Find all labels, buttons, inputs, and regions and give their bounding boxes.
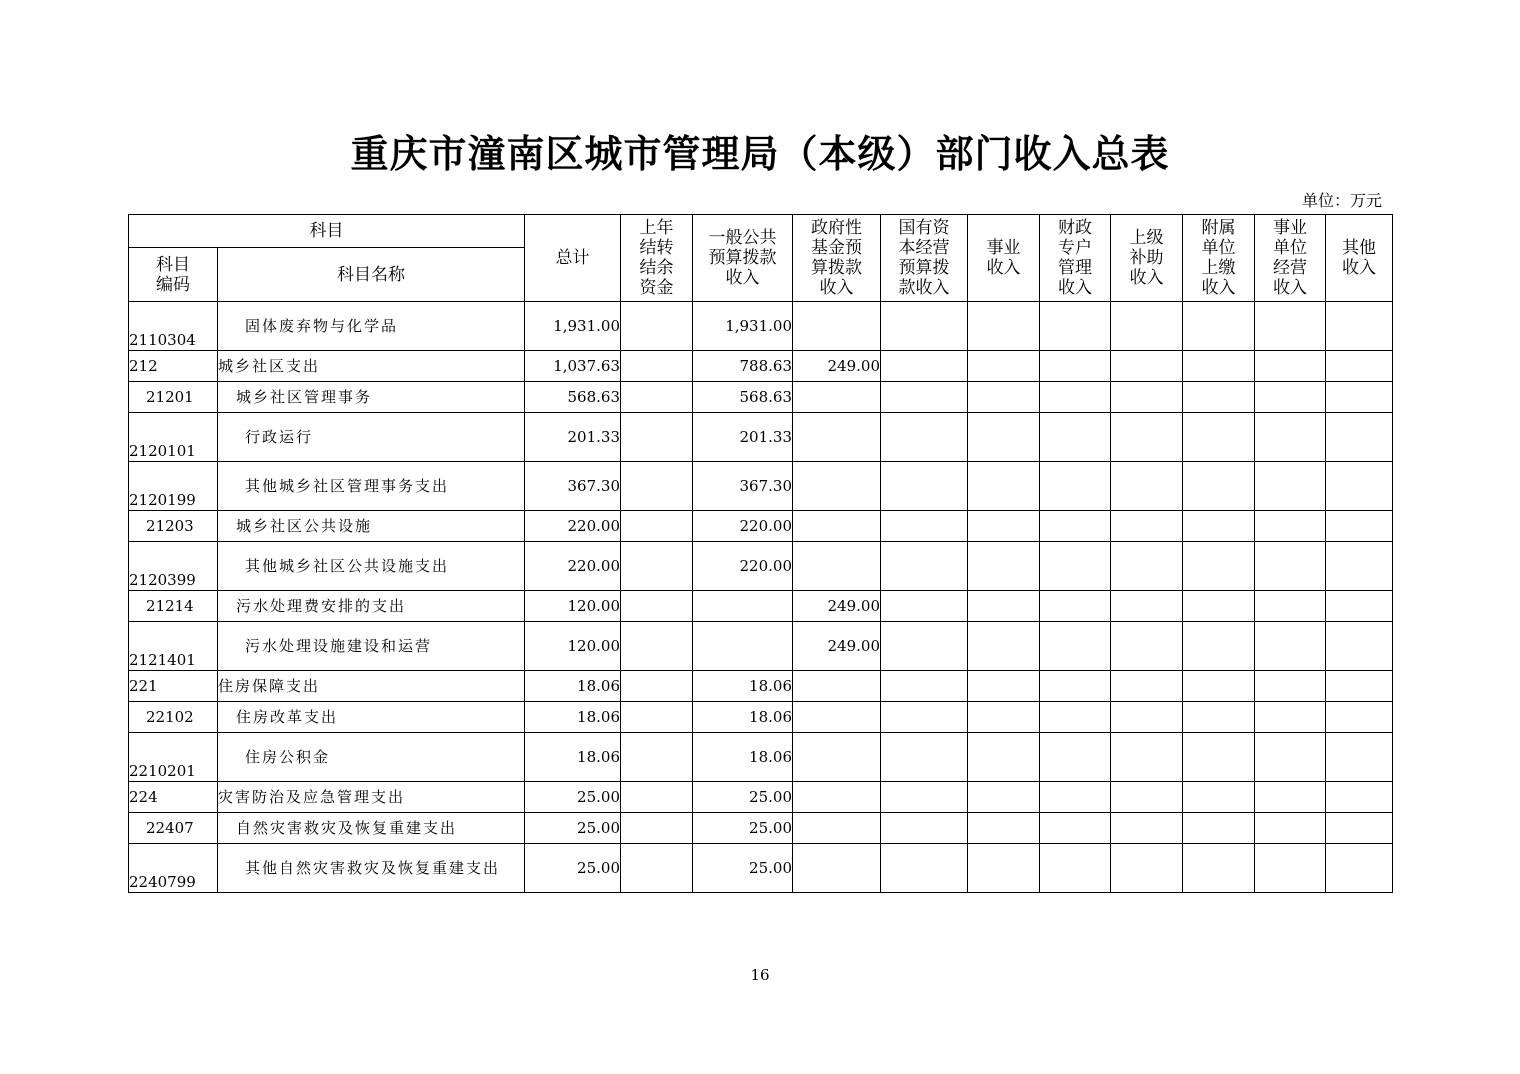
row-empty-cell xyxy=(1111,671,1183,702)
row-code: 2120101 xyxy=(129,413,218,462)
row-general-budget: 220.00 xyxy=(693,511,793,542)
row-empty-cell xyxy=(968,622,1040,671)
row-code: 2121401 xyxy=(129,622,218,671)
page-number: 16 xyxy=(750,966,770,984)
table-row xyxy=(129,622,1393,671)
row-total: 220.00 xyxy=(525,511,621,542)
row-empty-cell xyxy=(1111,413,1183,462)
row-empty-cell xyxy=(881,733,968,782)
table-row xyxy=(129,413,1393,462)
row-empty-cell xyxy=(1183,844,1255,893)
row-name: 行政运行 xyxy=(218,413,525,462)
row-gov-fund xyxy=(793,382,881,413)
row-empty-cell xyxy=(1111,702,1183,733)
table-row xyxy=(129,671,1393,702)
row-empty-cell xyxy=(881,542,968,591)
row-empty-cell xyxy=(1183,382,1255,413)
header-gov-fund: 政府性 基金预 算拨款 收入 xyxy=(793,215,881,302)
row-empty-cell xyxy=(1040,591,1111,622)
row-name: 住房改革支出 xyxy=(218,702,525,733)
row-code: 221 xyxy=(129,671,218,702)
row-total: 201.33 xyxy=(525,413,621,462)
row-empty-cell xyxy=(1040,622,1111,671)
row-code: 21203 xyxy=(129,511,218,542)
header-carryover: 上年 结转 结余 资金 xyxy=(621,215,693,302)
row-code: 21214 xyxy=(129,591,218,622)
table-row xyxy=(129,351,1393,382)
row-name: 其他自然灾害救灾及恢复重建支出 xyxy=(218,844,525,893)
row-gov-fund xyxy=(793,302,881,351)
row-total: 18.06 xyxy=(525,671,621,702)
row-carryover xyxy=(621,813,693,844)
row-empty-cell xyxy=(1255,844,1326,893)
row-empty-cell xyxy=(881,462,968,511)
row-empty-cell xyxy=(1111,542,1183,591)
row-name: 污水处理费安排的支出 xyxy=(218,591,525,622)
page-title: 重庆市潼南区城市管理局（本级）部门收入总表 xyxy=(350,132,1170,176)
row-empty-cell xyxy=(1183,622,1255,671)
row-name: 自然灾害救灾及恢复重建支出 xyxy=(218,813,525,844)
row-empty-cell xyxy=(1255,542,1326,591)
row-general-budget: 220.00 xyxy=(693,542,793,591)
row-empty-cell xyxy=(968,351,1040,382)
row-code: 21201 xyxy=(129,382,218,413)
row-general-budget: 25.00 xyxy=(693,782,793,813)
row-name: 城乡社区管理事务 xyxy=(218,382,525,413)
row-empty-cell xyxy=(968,511,1040,542)
row-gov-fund xyxy=(793,782,881,813)
row-empty-cell xyxy=(1183,462,1255,511)
row-empty-cell xyxy=(1326,782,1393,813)
row-gov-fund: 249.00 xyxy=(793,591,881,622)
row-carryover xyxy=(621,462,693,511)
header-affiliated: 附属 单位 上缴 收入 xyxy=(1183,215,1255,302)
row-total: 25.00 xyxy=(525,844,621,893)
row-empty-cell xyxy=(881,782,968,813)
row-empty-cell xyxy=(968,813,1040,844)
table-row xyxy=(129,591,1393,622)
row-carryover xyxy=(621,382,693,413)
header-row-1 xyxy=(129,215,1393,248)
row-code: 2120199 xyxy=(129,462,218,511)
row-empty-cell xyxy=(1040,671,1111,702)
row-empty-cell xyxy=(968,542,1040,591)
row-name: 住房公积金 xyxy=(218,733,525,782)
row-empty-cell xyxy=(1111,351,1183,382)
row-name: 城乡社区支出 xyxy=(218,351,525,382)
row-empty-cell xyxy=(1111,844,1183,893)
row-total: 18.06 xyxy=(525,733,621,782)
row-total: 568.63 xyxy=(525,382,621,413)
row-general-budget: 18.06 xyxy=(693,733,793,782)
row-total: 220.00 xyxy=(525,542,621,591)
row-empty-cell xyxy=(1040,511,1111,542)
table-row xyxy=(129,733,1393,782)
row-code: 2240799 xyxy=(129,844,218,893)
row-empty-cell xyxy=(968,702,1040,733)
row-empty-cell xyxy=(968,671,1040,702)
row-general-budget: 25.00 xyxy=(693,813,793,844)
row-empty-cell xyxy=(1183,302,1255,351)
row-code: 2120399 xyxy=(129,542,218,591)
row-carryover xyxy=(621,542,693,591)
row-empty-cell xyxy=(968,302,1040,351)
row-empty-cell xyxy=(881,702,968,733)
row-empty-cell xyxy=(1255,382,1326,413)
row-empty-cell xyxy=(1255,413,1326,462)
row-empty-cell xyxy=(881,591,968,622)
row-empty-cell xyxy=(881,511,968,542)
row-empty-cell xyxy=(1040,844,1111,893)
row-carryover xyxy=(621,591,693,622)
row-general-budget: 201.33 xyxy=(693,413,793,462)
table-row xyxy=(129,382,1393,413)
row-carryover xyxy=(621,702,693,733)
row-total: 18.06 xyxy=(525,702,621,733)
row-gov-fund: 249.00 xyxy=(793,622,881,671)
row-empty-cell xyxy=(1255,813,1326,844)
row-carryover xyxy=(621,622,693,671)
row-empty-cell xyxy=(1255,591,1326,622)
row-empty-cell xyxy=(1326,671,1393,702)
row-total: 25.00 xyxy=(525,813,621,844)
row-carryover xyxy=(621,413,693,462)
header-state-capital: 国有资 本经营 预算拨 款收入 xyxy=(881,215,968,302)
row-empty-cell xyxy=(968,462,1040,511)
table-body xyxy=(129,302,1393,893)
row-general-budget: 18.06 xyxy=(693,671,793,702)
row-empty-cell xyxy=(1040,382,1111,413)
header-general-budget: 一般公共 预算拨款 收入 xyxy=(693,215,793,302)
row-general-budget xyxy=(693,591,793,622)
row-empty-cell xyxy=(1040,733,1111,782)
unit-label: 单位：万元 xyxy=(1301,191,1382,210)
row-gov-fund: 249.00 xyxy=(793,351,881,382)
row-total: 120.00 xyxy=(525,591,621,622)
table-row xyxy=(129,542,1393,591)
row-carryover xyxy=(621,844,693,893)
row-empty-cell xyxy=(1183,782,1255,813)
row-total: 120.00 xyxy=(525,622,621,671)
row-name: 污水处理设施建设和运营 xyxy=(218,622,525,671)
row-empty-cell xyxy=(881,813,968,844)
row-total: 1,037.63 xyxy=(525,351,621,382)
row-empty-cell xyxy=(1326,702,1393,733)
header-total: 总计 xyxy=(525,215,621,302)
row-code: 224 xyxy=(129,782,218,813)
row-gov-fund xyxy=(793,462,881,511)
row-empty-cell xyxy=(1326,511,1393,542)
row-carryover xyxy=(621,782,693,813)
row-gov-fund xyxy=(793,702,881,733)
row-empty-cell xyxy=(1326,591,1393,622)
row-empty-cell xyxy=(1326,351,1393,382)
row-general-budget: 788.63 xyxy=(693,351,793,382)
row-gov-fund xyxy=(793,413,881,462)
row-empty-cell xyxy=(881,844,968,893)
row-empty-cell xyxy=(1326,542,1393,591)
income-table xyxy=(128,214,1393,893)
row-carryover xyxy=(621,511,693,542)
row-empty-cell xyxy=(1111,733,1183,782)
row-empty-cell xyxy=(968,782,1040,813)
row-empty-cell xyxy=(1183,702,1255,733)
row-empty-cell xyxy=(1183,813,1255,844)
row-name: 其他城乡社区公共设施支出 xyxy=(218,542,525,591)
row-empty-cell xyxy=(1255,622,1326,671)
header-operating: 事业 单位 经营 收入 xyxy=(1255,215,1326,302)
row-empty-cell xyxy=(1111,511,1183,542)
row-empty-cell xyxy=(1183,542,1255,591)
row-empty-cell xyxy=(1040,702,1111,733)
table-row xyxy=(129,813,1393,844)
row-code: 22407 xyxy=(129,813,218,844)
row-empty-cell xyxy=(1326,302,1393,351)
row-empty-cell xyxy=(968,382,1040,413)
table-row xyxy=(129,302,1393,351)
row-empty-cell xyxy=(968,591,1040,622)
row-gov-fund xyxy=(793,813,881,844)
row-empty-cell xyxy=(881,671,968,702)
row-empty-cell xyxy=(881,351,968,382)
row-empty-cell xyxy=(1326,413,1393,462)
row-total: 25.00 xyxy=(525,782,621,813)
row-empty-cell xyxy=(1111,462,1183,511)
row-empty-cell xyxy=(881,622,968,671)
row-empty-cell xyxy=(1326,462,1393,511)
row-empty-cell xyxy=(1040,413,1111,462)
row-carryover xyxy=(621,302,693,351)
row-empty-cell xyxy=(881,413,968,462)
table-row xyxy=(129,782,1393,813)
row-empty-cell xyxy=(1326,733,1393,782)
row-empty-cell xyxy=(1255,782,1326,813)
row-general-budget: 18.06 xyxy=(693,702,793,733)
row-empty-cell xyxy=(881,382,968,413)
row-empty-cell xyxy=(1111,382,1183,413)
row-empty-cell xyxy=(1183,351,1255,382)
row-empty-cell xyxy=(1255,351,1326,382)
row-gov-fund xyxy=(793,671,881,702)
row-empty-cell xyxy=(968,733,1040,782)
row-name: 灾害防治及应急管理支出 xyxy=(218,782,525,813)
row-empty-cell xyxy=(1111,591,1183,622)
row-code: 2110304 xyxy=(129,302,218,351)
row-empty-cell xyxy=(1326,622,1393,671)
row-empty-cell xyxy=(1183,511,1255,542)
row-empty-cell xyxy=(1183,671,1255,702)
row-code: 22102 xyxy=(129,702,218,733)
row-gov-fund xyxy=(793,844,881,893)
row-gov-fund xyxy=(793,733,881,782)
row-empty-cell xyxy=(1326,813,1393,844)
row-empty-cell xyxy=(1255,511,1326,542)
row-empty-cell xyxy=(968,844,1040,893)
row-carryover xyxy=(621,351,693,382)
row-empty-cell xyxy=(1326,844,1393,893)
table-row xyxy=(129,511,1393,542)
row-empty-cell xyxy=(968,413,1040,462)
header-business: 事业 收入 xyxy=(968,215,1040,302)
row-carryover xyxy=(621,671,693,702)
row-empty-cell xyxy=(1111,622,1183,671)
row-general-budget: 1,931.00 xyxy=(693,302,793,351)
header-special-account: 财政 专户 管理 收入 xyxy=(1040,215,1111,302)
row-empty-cell xyxy=(1255,702,1326,733)
row-carryover xyxy=(621,733,693,782)
row-empty-cell xyxy=(1040,782,1111,813)
row-name: 其他城乡社区管理事务支出 xyxy=(218,462,525,511)
row-code: 2210201 xyxy=(129,733,218,782)
row-empty-cell xyxy=(1326,382,1393,413)
header-subject: 科目 xyxy=(129,215,525,248)
row-gov-fund xyxy=(793,511,881,542)
table-row xyxy=(129,844,1393,893)
row-name: 固体废弃物与化学品 xyxy=(218,302,525,351)
row-total: 1,931.00 xyxy=(525,302,621,351)
row-name: 住房保障支出 xyxy=(218,671,525,702)
row-name: 城乡社区公共设施 xyxy=(218,511,525,542)
row-empty-cell xyxy=(1255,462,1326,511)
row-empty-cell xyxy=(1040,462,1111,511)
header-superior-subsidy: 上级 补助 收入 xyxy=(1111,215,1183,302)
row-empty-cell xyxy=(1255,302,1326,351)
row-empty-cell xyxy=(1040,542,1111,591)
row-empty-cell xyxy=(1040,351,1111,382)
row-empty-cell xyxy=(1040,302,1111,351)
table-row xyxy=(129,702,1393,733)
row-general-budget: 25.00 xyxy=(693,844,793,893)
row-gov-fund xyxy=(793,542,881,591)
header-code: 科目 编码 xyxy=(129,248,218,302)
row-empty-cell xyxy=(1111,782,1183,813)
row-code: 212 xyxy=(129,351,218,382)
row-general-budget xyxy=(693,622,793,671)
row-empty-cell xyxy=(1183,413,1255,462)
row-general-budget: 568.63 xyxy=(693,382,793,413)
row-total: 367.30 xyxy=(525,462,621,511)
header-other: 其他 收入 xyxy=(1326,215,1393,302)
row-empty-cell xyxy=(1183,733,1255,782)
header-name: 科目名称 xyxy=(218,248,525,302)
row-empty-cell xyxy=(1255,671,1326,702)
table-row xyxy=(129,462,1393,511)
row-empty-cell xyxy=(1111,813,1183,844)
row-empty-cell xyxy=(1111,302,1183,351)
row-general-budget: 367.30 xyxy=(693,462,793,511)
row-empty-cell xyxy=(1255,733,1326,782)
row-empty-cell xyxy=(1183,591,1255,622)
row-empty-cell xyxy=(881,302,968,351)
row-empty-cell xyxy=(1040,813,1111,844)
